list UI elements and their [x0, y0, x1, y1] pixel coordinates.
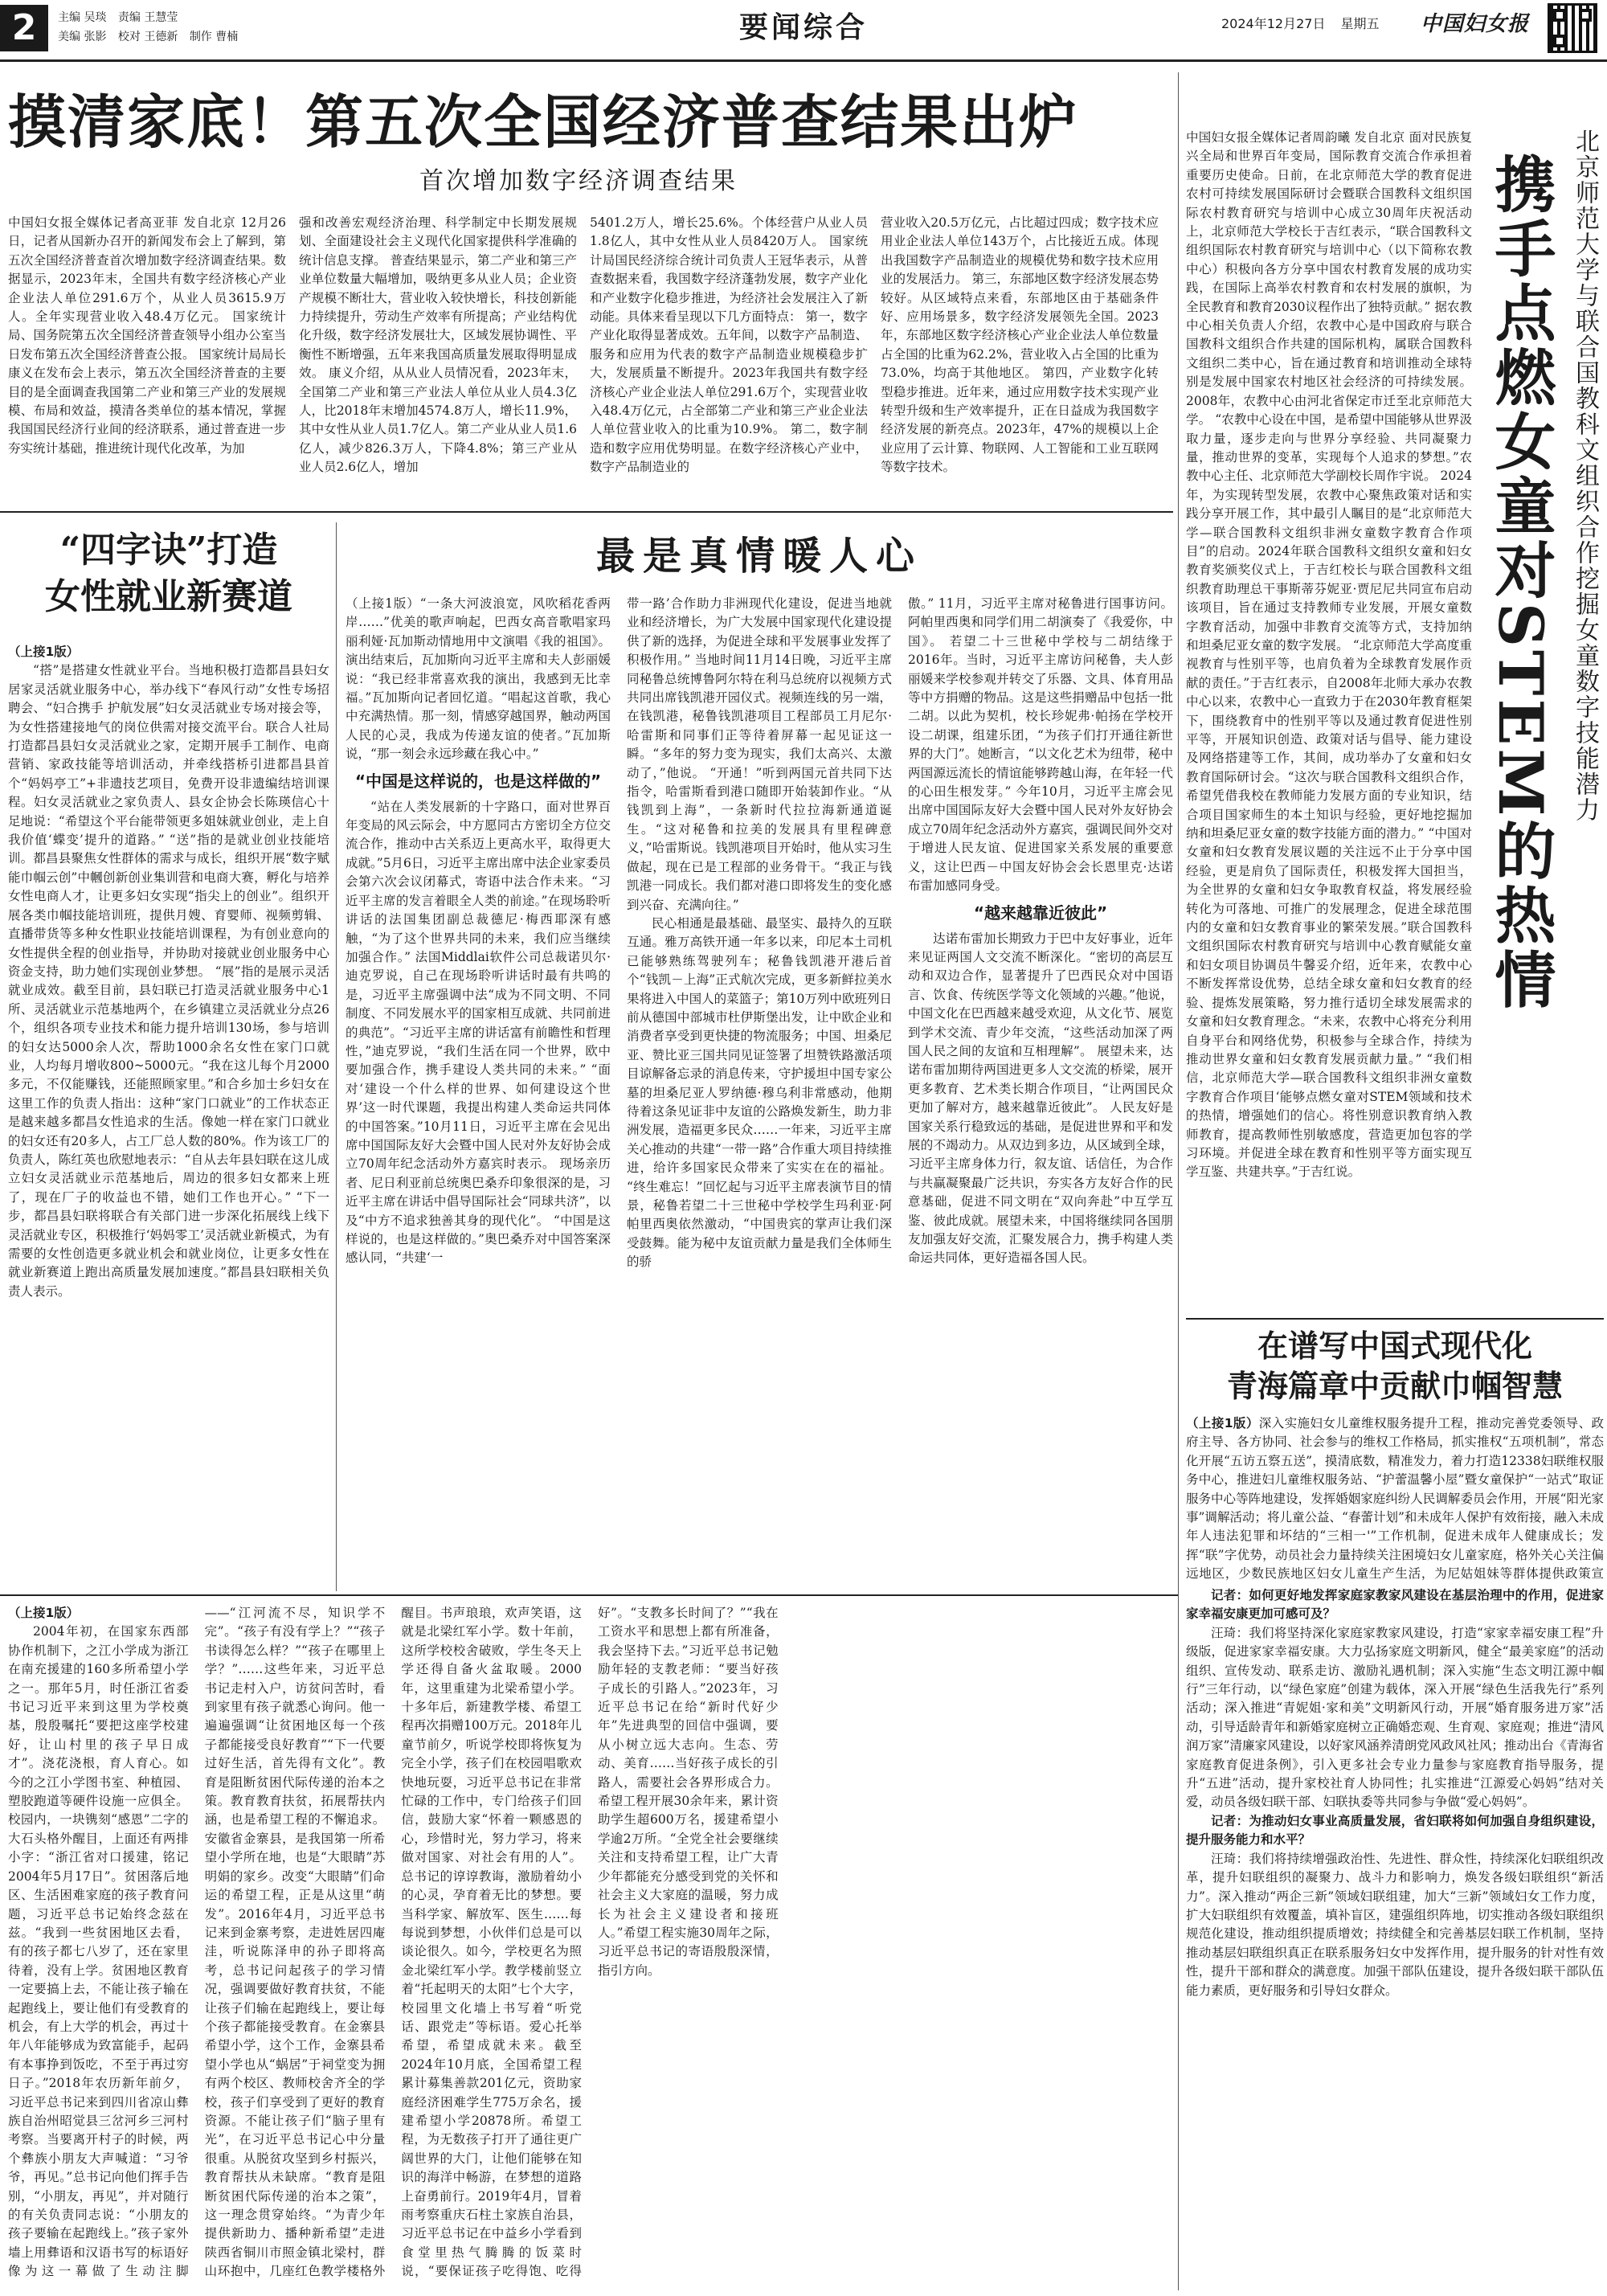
- paper-logo: 中国妇女报: [1421, 12, 1530, 36]
- right-story-text: 深入实施妇女儿童维权服务提升工程，推动完善党委领导、政府主导、各方协同、社会参与的维权工作格局，抓实推权“五项机制”，常态化开展“五访五察五送”，摸清底数，精准发力，着力打造12338妇联维权服务中心，推进妇儿童维权服务站、“护蕾温馨小屋”暨女童保护“一站式”取证服务中心等阵地建设，发挥婚姻家庭纠纷人民调解委员会作用，开展“阳光家事”调解活动；将儿童公益、“春蕾计划”和未成年人保护有效衔接，融入未成年人违法犯罪和坏结的“三相一'”工作机制，促进未成年人健康成长；发挥“联”字优势，动员社会力量持续关注困境妇女儿童家庭，格外关心关注偏远地区，少数民族地区妇女儿童生产生活，为尼姑姐妹等群体提供政策宣: [1186, 1416, 1604, 1582]
- lead-story-title: 摸清家底！第五次全国经济普查结果出炉: [8, 88, 1079, 156]
- issue-date: [1221, 14, 1398, 34]
- right-story-title-line-1: 在谱写中国式现代化: [1257, 1328, 1532, 1364]
- side-story-divider: [1178, 72, 1179, 1639]
- mid-right-top-rule: [1186, 1318, 1604, 1320]
- staff-editor: 责编 王慧莹: [117, 11, 178, 24]
- mid-center-col-1: [346, 595, 611, 1583]
- lead-story-col-3: [590, 214, 868, 503]
- mid-left-continued: （上接1版）: [8, 645, 80, 659]
- mid-center-text-3b: 达诺布雷加长期致力于巴中友好事业，近年来见证两国人文交流不断深化。“密切的高层互动和双边合作，显著提升了巴西民众对中国语言、饮食、传统医学等文化领域的兴趣。”他说，中国文化在巴西越来越受欢迎，从文化节、展览到学术交流、青少年交流，“这些活动加深了两国人民之间的友谊和互相理解”。 展望未来，达诺布雷加期待两国进更多人文交流的桥梁，展开更多教育、艺术类长期合作项目，“让两国民众更加了解对方，越来越靠近彼此”。 人民友好是国家关系行稳致远的基础，是促进世界和平和发展的不竭动力。从双边到多边，从区域到全球，习近平主席身体力行，叙友谊、话信任，为合作与共赢凝聚最广泛共识，夯实各方友好合作的民意基础，促进不同文明在“双向奔赴”中互学互鉴、彼此成就。展望未来，中国将继续同各国朋友加强友好交流，汇聚发展合力，携手构建人类命运共同体，更好造福各国人民。: [908, 931, 1173, 1266]
- side-story-text-box: [1186, 129, 1472, 1286]
- mid-bottom-rule: [0, 1594, 1178, 1596]
- side-story-text: 中国妇女报全媒体记者周韵曦 发自北京 面对民族复兴全局和世界百年变局，国际教育交流合作承担着重要历史使命。日前，在北京师范大学的教育促进农村可持续发展国际研讨会暨联合国教科文组织国际农村教育研究与培训中心成立30周年庆祝活动上，北京师范大学校长于吉红表示，“联合国教科文组织国际农村教育研究与培训中心（以下简称农教中心）积极向各方分享中国农村教育发展的成功实践，在国际上高举农村教育和农村发展的旗帜，为全民教育和教育2030议程作出了独特贡献。” 据农教中心相关负责人介绍，农教中心是中国政府与联合国教科文组织合作共建的国际机构，属联合国教科文组织二类中心，旨在通过教育和培训推动全球特别是发展中国家农村地区社会经济的可持续发展。2008年，农教中心由河北省保定市迁至北京师范大学。 “农教中心设在中国，是希望中国能够从世界汲取力量，逐步走向与世界分享经验、共同凝聚力量，推动世界的变革，实现每个人追求的梦想。”农教中心主任、北京师范大学副校长周作宇说。 2024年，为实现转型发展，农教中心聚焦政策对话和实践分享开展工作，其中最引人瞩目的是“北京师范大学—联合国教科文组织非洲女童数字教育合作项目”的启动。2024年联合国教科文组织女童和妇女教育奖颁奖仪式上，于吉红校长与联合国教科文组织教育助理总干事斯蒂芬妮亚·贾尼尼共同宣布启动该项目，旨在通过支持教师专业发展，开展女童数字教育活动，加强中非教育交流等方式，支持加纳和坦桑尼亚女童的数字发展。 “北京师范大学高度重视教育与性别平等，也肩负着为全球教育发展作贡献的责任。”于吉红表示，自2008年北师大承办农教中心以来，农教中心一直致力于在2030年教育框架下，围绕教育中的性别平等以及通过教育促进性别平等，开展知识创造、政策对话与倡导、能力建设及网络搭建等工作，其间，成功举办了女童和妇女教育国际研讨会。“这次与联合国教科文组织合作，希望凭借我校在教师能力发展方面的专业知识，结合项目国家师生的本土知识与经验，更好地挖掘加纳和坦桑尼亚女童的数字技能方面的潜力。” “中国对女童和妇女教育发展议题的关注远不止于分享中国经验，更是肩负了国际责任，积极发挥大国担当，为全世界的女童和妇女争取教育权益，将发展经验转化为可落地、可推广的发展理念，促进全球范围内的女童和妇女教育事业的繁荣发展。”联合国教科文组织国际农村教育研究与培训中心教育赋能女童和妇女项目协调员牛馨妥介绍，近年来，农教中心不断发挥常设优势，总结全球女童和妇女教育的经验、提炼发展策略，努力推行适切全球发展需求的女童和妇女教育理念。“未来，农教中心将充分利用自身平台和网络优势，积极参与全球合作，持续为推动世界女童和妇女教育发展贡献力量。” “我们相信，北京师范大学—联合国教科文组织非洲女童数字教育合作项目‘能够点燃女童对STEM领域和技术的热情，增强她们的信心。将性别意识教育纳入教师教育，提高教师性别敏感度，营造更加包容的学习环境。并促进全球在教育和性别平等方面实现互学互鉴、共建共享。”于吉红说。: [1186, 130, 1472, 1180]
- mid-center-subhead-2: “越来越靠近彼此”: [973, 902, 1108, 923]
- lead-story-text-4: 营业收入20.5万亿元，占比超过四成；数字技术应用业企业法人单位143万个，占比接近五成。体现出我国数字产品制造业的规模优势和数字技术应用业的发展活力。 第三，东部地区数字经济发展态势较好。从区域特点来看，东部地区由于基础条件好、应用场景多，数字经济发展领先全国。2023年，东部地区数字经济核心产业企业法人单位数量占全国的比重为62.2%，营业收入占全国的比重为73.0%，均高于其他地区。 第四，产业数字化转型稳步推进。近年来，通过应用数字技术实现产业转型升级和生产效率提升，正在日益成为我国数字经济发展的新亮点。2023年，47%的规模以上企业应用了云计算、物联网、人工智能和工业互联网等数字技术。: [881, 215, 1159, 475]
- mid-left-title-line-2: 女性就业新赛道: [45, 576, 292, 617]
- mid-center-text-2: 带一路’合作助力非洲现代化建设，促进当地就业和经济增长，为广大发展中国家现代化建设提供了新的选择，为促进全球和平发展事业发挥了积极作用。” 当地时间11月14日晚，习近平主席同秘鲁总统博鲁阿尔特在利马总统府以视频方式共同出席钱凯港开园仪式。视频连线的另一端，在钱凯港，秘鲁钱凯港项目工程部员工月尼尔·哈雷斯和同事们正等待着屏幕一起见证这一瞬。“多年的努力变为现实，我们太高兴、太激动了，”他说。 “开通！”听到两国元首共同下达指令，哈雷斯看到港口随即开始装卸作业。“从钱凯到上海”，一条新时代拉拉海新通道诞生。“这对秘鲁和拉美的发展具有里程碑意义，”哈雷斯说。钱凯港项目开始时，他从实习生做起，现在已是工程部的业务骨干。“我正与钱凯港一同成长。我们都对港口即将发生的变化感到兴奋、充满向往。”: [627, 596, 892, 912]
- right-story-title-line-2: 青海篇章中贡献巾帼智慧: [1226, 1368, 1563, 1404]
- masthead-rule: [0, 59, 1607, 62]
- lead-story-text-1: 中国妇女报全媒体记者高亚菲 发自北京 12月26日，记者从国新办召开的新闻发布会上了解到，第五次全国经济普查首次增加数字经济调查结果。数据显示，2023年末，全国共有数字经济核心产业企业法人单位291.6万个，从业人员3615.9万人。全年实现营业收入48.4万亿元。 国家统计局、国务院第五次全国经济普查领导小组办公室当日发布第五次全国经济普查公报。 国家统计局局长康义在发布会上表示，第五次全国经济普查的主要目的是全面调查我国第二产业和第三产业的发展规模、布局和效益，摸清各类单位的基本情况，掌握我国国民经济行业间的经济联系，通过普查进一步夯实统计基础，推进统计现代化改革，为加: [8, 215, 286, 456]
- right-story-question-1: 记者：如何更好地发挥家庭家教家风建设在基层治理中的作用，促进家家幸福安康更加可感可及？: [1186, 1588, 1604, 1622]
- date-text: 2024年12月27日: [1221, 16, 1326, 31]
- right-story-title: [1186, 1326, 1604, 1406]
- mid-center-col-3: [908, 595, 1173, 1583]
- mid-center-text-1: （上接1版）“一条大河波浪宽，风吹稻花香两岸……”优美的歌声响起，巴西女高音歌唱家玛丽利娅·瓦加斯动情地用中文演唱《我的祖国》。演出结束后，瓦加斯向习近平主席和夫人彭丽媛说：“我已经非常喜欢我的演出，我感到无比幸福。”瓦加斯向记者回忆道。“唱起这首歌，我心中充满热情。那一刻，情感穿越国界，触动两国人民的心灵，我成为传递友谊的使者。”瓦加斯说，“那一刻会永远珍藏在我心中。”: [346, 596, 611, 762]
- section-name: 要闻综合: [738, 10, 868, 44]
- staff-chief-editor: 主编 吴琰: [58, 11, 107, 24]
- mid-left-title-line-1: “四字诀”打造: [59, 530, 278, 571]
- staff-designer: 美编 张影: [58, 31, 107, 43]
- lead-story-subtitle: 首次增加数字经济调查结果: [419, 167, 738, 195]
- lead-story-text-2: 强和改善宏观经济治理、科学制定中长期发展规划、全面建设社会主义现代化国家提供科学准确的统计信息支撑。 普查结果显示，第二产业和第三产业单位数量大幅增加，吸纳更多从业人员；企业资产规模不断壮大，营业收入较快增长，科技创新能力持续提升，劳动生产效率有所提高；产业结构优化升级，数字经济发展壮大，区域发展协调性、平衡性不断增强，五年来我国高质量发展取得明显成效。 康义介绍，从从业人员情况看，2023年末，全国第二产业和第三产业法人单位从业人员4.3亿人，比2018年末增加4574.8万人，增长11.9%，其中女性从业人员1.7亿人。第二产业从业人员1.6亿人，减少826.3万人，下降4.8%；第三产业从业人员2.6亿人，增加: [299, 215, 577, 475]
- staff-proofreader: 校对 王德新: [117, 31, 178, 43]
- mid-left-text-box: [8, 643, 329, 1583]
- lead-story-col-2: [299, 214, 577, 503]
- bottom-story-text-box: [8, 1604, 1172, 2290]
- side-story-title: 携手点燃女童对STEM的热情: [1485, 153, 1556, 1013]
- weekday-text: 星期五: [1340, 16, 1380, 31]
- page-number: 2: [0, 5, 48, 51]
- lead-story-text-3: 5401.2万人，增长25.6%。个体经营户从业人员1.8亿人，其中女性从业人员8420万人。 国家统计局国民经济综合统计司负责人王冠华表示，从普查数据来看，我国数字经济蓬勃发展，数字产业化和产业数字化稳步推进，为经济社会发展注入了新动能。具体来看呈现以下几方面特点： 第一，数字产业化取得显著成效。五年间，以数字产品制造、服务和应用为代表的数字产品制造业规模稳步扩大，发展质量不断提升。2023年我国共有数字经济核心产业企业法人单位291.6万个，实现营业收入48.4万亿元，占全部第二产业和第三产业企业法人单位营业收入的比重为10.9%。 第二，数字制造和数字应用优势明显。在数字经济核心产业中，数字产品制造业的: [590, 215, 868, 475]
- right-story-intro: [1186, 1414, 1604, 1583]
- lead-story-col-1: [8, 214, 286, 503]
- right-story-answer-2: 汪琦：我们将持续增强政治性、先进性、群众性，持续深化妇联组织改革，提升妇联组织的凝聚力、战斗力和影响力，焕发各级妇联组织“新活力”。深入推动“两企三新”领域妇联组建，加大“三新”领域妇女工作力度，扩大妇联组织有效覆盖，填补盲区，建强组织阵地，切实推动各级妇联组织规范化建设，推动组织提质增效；持续健全和完善基层妇联工作机制，坚持推动基层妇联组织真正在联系服务妇女中发挥作用，提升服务的针对性有效性，提升干部和群众的满意度。加强干部队伍建设，提升各级妇联干部队伍能力素质，更好服务和引导妇女群众。: [1186, 1851, 1604, 1998]
- mid-left-divider: [336, 522, 337, 1591]
- lead-story-col-4: [881, 214, 1159, 503]
- right-story-question-2: 记者：为推动妇女事业高质量发展，省妇联将如何加强自身组织建设，提升服务能力和水平？: [1186, 1813, 1604, 1848]
- right-story-answer-1: 汪琦：我们将坚持深化家庭家教家风建设，打造“家家幸福安康工程”升级版，促进家家幸福安康。大力弘扬家庭文明新风，健全“最美家庭”的活动组织、宣传发动、联系走访、激励礼遇机制；深入实施“生态文明江源中帼行”三年行动，以“绿色家庭”创建为载体，深入开展“绿色生活我先行”系列活动；深入推进“青妮姐·家和美”文明新风行动，开展“婚育服务进万家”活动，引导适龄青年和新婚家庭树立正确婚恋观、生育观、家庭观；推进“清风润万家”清廉家风建设，以好家风涵养清朗党风政风社风；推动出台《青海省家庭教育促进条例》，引入更多社会专业力量参与家庭教育指导服务，提升“五进”活动，提升家校社育人协同性；扎实推进“江源爱心妈妈”结对关爱，动员各级妇联干部、妇联执委等共同参与争做“爱心妈妈”。: [1186, 1625, 1604, 1810]
- mid-center-title: 最是真情暖人心: [595, 534, 922, 579]
- staff-producer: 制作 曹楠: [189, 31, 239, 43]
- right-story-text-box-2: [1186, 1586, 1604, 2290]
- side-story-subtitle: 北京师范大学与联合国教科文组织合作挖掘女童数字技能潜力: [1571, 129, 1599, 823]
- mid-left-title: [8, 527, 329, 620]
- qr-code-icon: [1548, 3, 1597, 53]
- right-story-continued: （上接1版）: [1186, 1416, 1259, 1430]
- mid-center-col-2: [627, 595, 892, 1583]
- lead-story-bottom-rule: [0, 511, 1173, 513]
- mid-center-subhead-1: “中国是这样说的，也是这样做的”: [354, 771, 602, 791]
- mid-center-text-3: 傲。” 11月，习近平主席对秘鲁进行国事访问。阿帕里西奥和同学们用二胡演奏了《我爱你，中国》。 若望二十三世秘中学校与二胡结缘于2016年。当时，习近平主席访问秘鲁，夫人彭丽媛来学校参观并转交了乐器、文具、体育用品等中方捐赠的物品。这是这些捐赠品中包括一批二胡。以此为契机，校长珍妮弗·帕扬在学校开设二胡课，组建乐团，“为孩子们打开通往新世界的大门”。她断言，“以文化艺术为纽带，秘中两国源远流长的情谊能够跨越山海，在年轻一代的心田生根发芽。” 今年10月，习近平主席会见出席中国国际友好大会暨中国人民对外友好协会成立70周年纪念活动外方嘉宾，强调民间外交对于增进人民友谊、促进国家关系发展的重要意义，这让巴西－中国友好协会会长恩里克·达诺布雷加感同身受。: [908, 596, 1173, 894]
- mid-center-text-2b: 民心相通是最基础、最坚实、最持久的互联互通。雅万高铁开通一年多以来，印尼本土司机已能够熟练驾驶列车；秘鲁钱凯港开港后首个“钱凯－上海”正式航次完成，更多新鲜拉美水果将进入中国人的菜篮子；第10万列中欧班列日前从德国中部城市杜伊斯堡出发，让中欧企业和消费者享受到更快捷的物流服务；中国、坦桑尼亚、赞比亚三国共同见证签署了坦赞铁路激活项目谅解备忘录的消息传来，守护援坦中国专家公墓的坦桑尼亚人罗纳德·穆乌利非常感动，他期待着这条见证非中友谊的公路焕发新生，助力非洲发展，造福更多民众……一年来，习近平主席关心推动的共建“一带一路”合作重大项目持续推进，给许多国家民众带来了实实在在的福祉。 “终生难忘！”回忆起与习近平主席表演节目的情景，秘鲁若望二十三世秘中学校学生玛利亚·阿帕里西奥依然激动，“中国贵宾的掌声让我们深受鼓舞。能为秘中友谊贡献力量是我们全体师生的骄: [627, 915, 892, 1270]
- masthead: [0, 0, 1607, 58]
- staff-credits: [58, 8, 315, 47]
- mid-center-text-1b: “站在人类发展新的十字路口，面对世界百年变局的风云际会，中方愿同古方密切全方位交流合作，推动中古关系迈上更高水平，取得更大成就。”5月6日，习近平主席出席中法企业家委员会第六次会议闭幕式，寄语中法合作未来。“习近平主席的发言着眼全人类的前途。”在现场聆听讲话的法国集团副总裁德尼·梅西耶深有感触，“为了这个世界共同的未来，我们应当继续加强合作。” 法国Middlai软件公司总裁诺贝尔·迪克罗说，自己在现场聆听讲话时最有共鸣的是，习近平主席强调中法“成为不同文明、不同制度、不同发展水平的国家相互成就、共同前进的典范”。“习近平主席的讲话富有前瞻性和哲理性，”迪克罗说，“我们生活在同一个世界，欧中要加强合作，携手建设人类共同的未来。” “面对‘建设一个什么样的世界、如何建设这个世界’这一时代课题，我提出构建人类命运共同体的中国答案。”10月11日，习近平主席在会见出席中国国际友好大会暨中国人民对外友好协会成立70周年纪念活动外方嘉宾时表示。 现场亲历者、尼日利亚前总统奥巴桑乔印象很深的是，习近平主席在讲话中倡导国际社会“同球共济”，以及“中方不追求独善其身的现代化”。 “中国是这样说的，也是这样做的。”奥巴桑乔对中国答案深感认同，“共建‘一: [346, 799, 611, 1266]
- bottom-story-text: 2004年初，在国家东西部协作机制下，之江小学成为浙江在南充援建的160多所希望小学之一。那年5月，时任浙江省委书记习近平来到这里为学校奠基，殷殷嘱托“要把这座学校建好，让山村里的孩子早日成才”。浇花浇根，育人育心。如今的之江小学图书室、种植园、塑胶跑道等硬件设施一应俱全。校园内，一块镌刻“感恩”二字的大石头格外醒目，上面还有两排小字：“浙江省对口援建，铭记2004年5月17日”。贫困落后地区、生活困难家庭的孩子教育问题，习近平总书记始终念兹在兹。“我到一些贫困地区去看，有的孩子都七八岁了，还在家里待着，没有上学。贫困地区教育一定要搞上去，不能让孩子输在起跑线上，要让他们有受教育的机会，有上大学的机会，再过十年八年能够成为致富能手，起码有本事挣到饭吃，不至于再过穷日子。”2018年农历新年前夕，习近平总书记来到四川省凉山彝族自治州昭觉县三岔河乡三河村考察。当要离开村子的时候，两个彝族小朋友大声喊道：“习爷爷，再见。”总书记向他们挥手告别，“小朋友，再见”，并对随行的有关负责同志说：“小朋友的孩子要输在起跑线上。”孩子家外墙上用彝语和汉语书写的标语好像为这一幕做了生动注脚——“江河流不尽，知识学不完”。“孩子有没有学上？”“孩子书读得怎么样？”“孩子在哪里上学？”……这些年来，习近平总书记走村入户，访贫问苦时，看到家里有孩子就悉心询问。他一遍遍强调“让贫困地区每一个孩子都能接受良好教育”“下一代要过好生活，首先得有文化”。教育是阻断贫困代际传递的治本之策。教育教育扶贫，拓展帮扶内涵，也是希望工程的不懈追求。安徽省金寨县，是我国第一所希望小学所在地，也是“大眼睛”苏明娟的家乡。改变“大眼睛”们命运的希望工程，正是从这里“萌发”。2016年4月，习近平总书记来到金寨考察，走进姓居四庵洼，听说陈泽申的孙子即将高考，总书记问起孩子的学习情况，强调要做好教育扶贫，不能让孩子们输在起跑线上，要让每个孩子都能接受教育。在金寨县希望小学，这个工作，金寨县希望小学也从“蜗居”于祠堂变为拥有两个校区、教师校舍齐全的学校，孩子们享受到了更好的教育资源。不能让孩子们“脑子里有光”，在习近平总书记心中分量很重。从脱贫攻坚到乡村振兴，教育帮扶从未缺席。“教育是阻断贫困代际传递的治本之策”，这一理念贯穿始终。“为青少年提供新助力、播种新希望”走进陕西省铜川市照金镇北梁村，群山环抱中，几座红色教学楼格外醒目。书声琅琅，欢声笑语，这就是北梁红军小学。数十年前，这所学校校舍破败，学生冬天上学还得自备火盆取暖。2000年，这里重建为北梁希望小学。十多年后，新建教学楼、希望工程再次捐赠100万元。2018年儿童节前夕，听说学校即将恢复为完全小学，孩子们在校园唱歌欢快地玩耍，习近平总书记在非常忙碌的工作中，专门给孩子们回信，鼓励大家“怀着一颗感恩的心，珍惜时光，努力学习，将来做对国家、对社会有用的人”。总书记的谆谆教诲，激励着幼小的心灵，孕育着无比的梦想。要当科学家、解放军、医生……每每说到梦想，小伙伴们总是可以谈论很久。如今，学校更名为照金北梁红军小学。教学楼前竖立着“托起明天的太阳”七个大字，校园里文化墙上书写着“听党话、跟党走”等标语。爱心托举希望，希望成就未来。截至2024年10月底，全国希望工程累计募集善款201亿元，资助家庭经济困难学生775万余名，援建希望小学20878所。希望工程，为无数孩子打开了通往更广阔世界的大门，让他们能够在知识的海洋中畅游，在梦想的道路上奋勇前行。2019年4月，冒着雨考察重庆石柱土家族自治县，习近平总书记在中益乡小学看到食堂里热气腾腾的饭菜时说，“要保证孩子吃得饱、吃得好”。“支教多长时间了？”“我在工资水平和思想上都有所准备，我会坚持下去。”习近平总书记勉励年轻的支教老师：“要当好孩子成长的引路人。”2023年，习近平总书记在给“新时代好少年”先进典型的回信中强调，要从小树立远大志向。生态、劳动、美育……当好孩子成长的引路人，需要社会各界形成合力。希望工程开展30余年来，累计资助学生超600万名，援建希望小学逾2万所。“全党全社会要继续关注和支持希望工程，让广大青少年都能充分感受到党的关怀和社会主义大家庭的温暖，努力成长为社会主义建设者和接班人。”希望工程实施30周年之际，习近平总书记的寄语殷殷深情，指引方向。: [8, 1606, 779, 2279]
- bottom-right-divider: [1178, 1599, 1179, 2290]
- bottom-story-continued: （上接1版）: [8, 1606, 80, 1620]
- right-story-text-box-1: [1186, 1414, 1604, 1583]
- mid-left-text: “搭”是搭建女性就业平台。当地积极打造都昌县妇女居家灵活就业服务中心，举办线下“春风行动”女性专场招聘会、“妇合携手 护航发展”妇女灵活就业专场对接会等，为女性搭建接地气的岗位供需对接交流平台。联合人社局打造都昌县妇女灵活就业之家，定期开展手工制作、电商营销、家政技能等培训活动，并牵线搭桥引进都昌县首个“妈妈亭工”+非遗技艺项目，免费开设非遗编结培训课程。妇女灵活就业之家负责人、县女企协会长陈瑛信心十足地说：“希望这个平台能带领更多姐妹就业创业，走上自我价值‘蝶变’提升的道路。” “送”指的是就业创业技能培训。都昌县聚焦女性群体的需求与成长，组织开展“数字赋能巾帼云创”中幗创新创业集训营和电商大赛，孵化与培养女性电商人才，让更多妇女实现“指尖上的创业”。组织开展各类巾帼技能培训班，提供月嫂、育婴师、视频剪辑、直播带货等多种女性职业技能培训课程，为有创业意向的女性提供全程的创业指导，并协助对接就业创业服务中心资金支持，助力她们实现创业梦想。 “展”指的是展示灵活就业成效。截至目前，县妇联已打造灵活就业服务中心1所、灵活就业示范基地两个，在乡镇建立灵活就业分点26个，组织各项专业技术和能力提升培训130场，参与培训的妇女达5000余人次，帮助1000余名女性在家门口就业，人均每月增收800~5000元。“我在这儿每个月2000多元，不仅能赚钱，还能照顾家里。”和合乡加士乡妇女在这里工作的负责人指出：这种“家门口就业”的工作状态正是越来越多都昌女性追求的生活。像她一样在家门口就业的妇女还有20多人，占工厂总人数的80%。作为该工厂的负责人，陈红英也欣慰地表示：“自从去年县妇联在这儿成立妇女灵活就业示范基地后，周边的很多妇女都来上班了，现在厂子的收益也不错，她们工作也开心。” “下一步，都昌县妇联将联合有关部门进一步深化拓展线上线下灵活就业专区，积极推行‘妈妈零工’灵活就业新模式，为有需要的女性创造更多就业机会和就业岗位，让更多女性在就业新赛道上跑出高质量发展加速度。”都昌县妇联相关负责人表示。: [8, 663, 329, 1299]
